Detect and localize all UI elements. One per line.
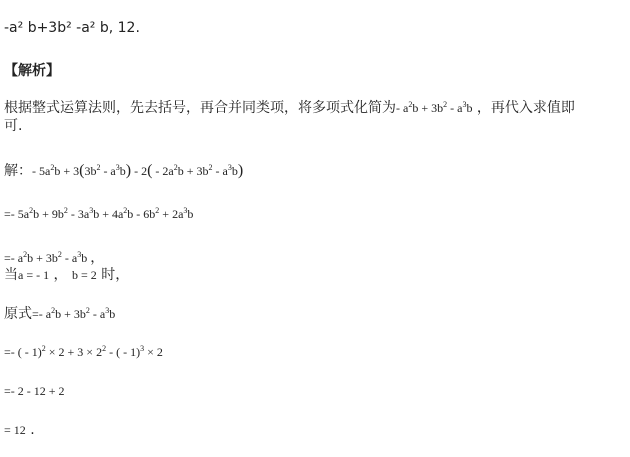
simplified-expression: - $a^2b + 3b^2 - a^3b$ <box>396 100 473 115</box>
solution-step-4: 原式=- $a^2b + 3b^2 - a^3b$ <box>4 306 116 322</box>
solution-step-7: = 12 . <box>4 422 35 438</box>
solution-label: 解： <box>4 163 32 179</box>
solution-step-5: =- ( - $1)^2 \times 2 + 3 \times 2^2$ - ( - 1)$^3$ × 2 <box>4 344 163 359</box>
original-label: 原式 <box>4 306 32 322</box>
analysis-header: 【解析】 <box>4 63 60 79</box>
explanation-line-2: 可. <box>4 118 23 134</box>
explanation-line-1 <box>4 97 575 117</box>
solution-step-3: =- $a^2b + 3b^2 - a^3b$ ， <box>4 250 105 266</box>
solution-step-6: =- 2 - 12 + 2 <box>4 384 65 398</box>
solution-step-1 <box>4 160 243 180</box>
condition-line: 当a = - 1 ， b = 2 时， <box>4 267 130 283</box>
explanation-text: 根据整式运算法则，先去括号，再合并同类项，将多项式化简为 <box>4 100 396 116</box>
explanation-end: ，再代入求值即 <box>476 100 575 116</box>
expression: - $5a^2b + 3(3b^2 - a^3b) - 2( - 2a^2b + 3b^2 - a^3b)$ <box>32 162 244 179</box>
solution-step-2: =- $5a^2b + 9b^2 - 3a^3b + 4a^2b - 6b^2 + 2a^3b$ <box>4 206 194 221</box>
answer-line: -a² b+3b² -a² b, 12. <box>4 20 140 36</box>
